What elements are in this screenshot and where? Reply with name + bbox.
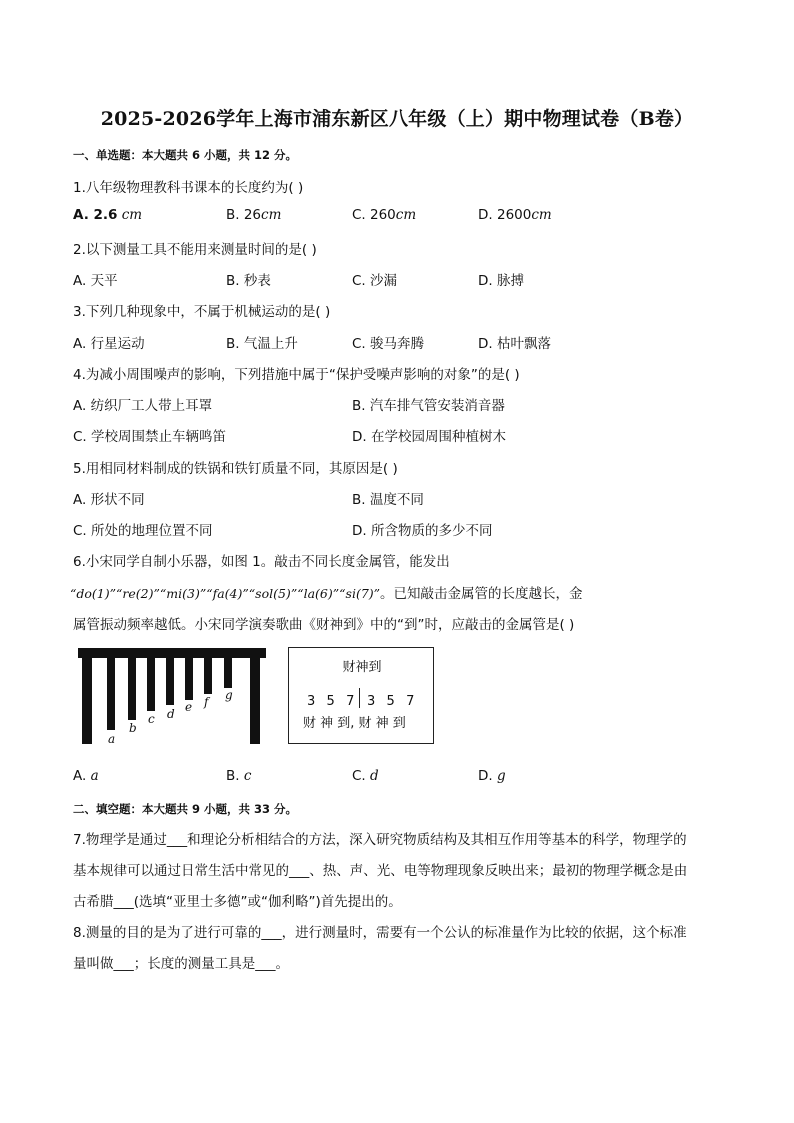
option-text: D. 2600	[478, 207, 532, 223]
question-6-stem-line3: 属管振动频率越低。小宋同学演奏歌曲《财神到》中的“到”时，应敲击的金属管是( )	[73, 617, 575, 633]
option-text: A.	[73, 768, 91, 784]
option-text: B. 26	[226, 207, 262, 223]
question-4-stem: 4.为减小周围噪声的影响，下列措施中属于“保护受噪声影响的对象”的是( )	[73, 367, 520, 383]
question-1-option-b	[226, 207, 281, 223]
instrument-top-bar	[78, 648, 266, 658]
option-text: A. 2.6	[73, 207, 118, 223]
question-3-option-b: B. 气温上升	[226, 336, 298, 352]
question-6-option-d	[478, 768, 506, 784]
pipe-label: c	[148, 712, 155, 726]
option-unit: cm	[395, 207, 417, 223]
pipe-label: f	[204, 695, 209, 709]
option-text: C.	[352, 768, 371, 784]
pipe-label: e	[185, 700, 193, 714]
question-6-option-b	[226, 768, 251, 784]
pipe-a	[107, 658, 115, 730]
question-4-option-c: C. 学校周围禁止车辆鸣笛	[73, 429, 227, 445]
question-1-option-c	[352, 207, 416, 223]
pipe-label: g	[225, 688, 233, 702]
question-2-option-a: A. 天平	[73, 273, 118, 289]
question-2-option-d: D. 脉搏	[478, 273, 524, 289]
question-6-option-c	[352, 768, 379, 784]
option-variable: c	[243, 768, 252, 784]
score-notes-right: 3 5 7	[367, 694, 416, 709]
pipe-d	[166, 658, 174, 705]
question-3-option-d: D. 枯叶飘落	[478, 336, 551, 352]
section-heading-single-choice: 一、单选题：本大题共 6 小题，共 12 分。	[73, 148, 298, 162]
instrument-right-leg	[250, 658, 260, 744]
question-7	[73, 825, 723, 918]
option-unit: cm	[261, 207, 282, 223]
option-variable: g	[496, 768, 506, 784]
question-8-line2: 量叫做___；长度的测量工具是___。	[73, 956, 289, 972]
song-score-box	[288, 647, 434, 744]
question-7-line1: 7.物理学是通过___和理论分析相结合的方法，深入研究物质结构及其相互作用等基本的科学，物理学的	[73, 832, 687, 848]
option-text: B.	[226, 768, 244, 784]
question-1-option-d	[478, 207, 552, 223]
question-4-option-d: D. 在学校园周围种植树木	[352, 429, 506, 445]
pipe-label: b	[129, 721, 137, 735]
question-4-option-a: A. 纺织厂工人带上耳罩	[73, 398, 213, 414]
score-title: 财神到	[342, 660, 382, 675]
question-3-option-c: C. 骏马奔腾	[352, 336, 425, 352]
question-4-option-b: B. 汽车排气管安装消音器	[352, 398, 505, 414]
question-5-option-a: A. 形状不同	[73, 492, 145, 508]
question-7-line2: 基本规律可以通过日常生活中常见的___、热、声、光、电等物理现象反映出来；最初的物理学概念是由	[73, 863, 688, 879]
question-6-stem-line1: 6.小宋同学自制小乐器，如图 1。敲击不同长度金属管，能发出	[73, 554, 450, 570]
page-title: 2025-2026学年上海市浦东新区八年级（上）期中物理试卷（B卷）	[100, 108, 694, 130]
option-text: C. 260	[352, 207, 396, 223]
pipe-label: a	[108, 732, 116, 746]
question-2-option-b: B. 秒表	[226, 273, 271, 289]
pipe-instrument-figure	[78, 646, 268, 748]
question-1-stem: 1.八年级物理教科书课本的长度约为( )	[73, 180, 304, 196]
pipe-c	[147, 658, 155, 711]
question-6-stem-line2	[70, 582, 583, 602]
option-text: D.	[478, 768, 497, 784]
pipe-b	[128, 658, 136, 720]
pipe-f	[204, 658, 212, 694]
score-barline	[359, 688, 360, 708]
question-5-option-b: B. 温度不同	[352, 492, 424, 508]
question-8-line1: 8.测量的目的是为了进行可靠的___，进行测量时，需要有一个公认的标准量作为比较的依据，这个标准	[73, 925, 687, 941]
section-heading-fill-in: 二、填空题：本大题共 9 小题，共 33 分。	[73, 802, 298, 816]
pipe-g	[224, 658, 232, 688]
question-5-option-d: D. 所含物质的多少不同	[352, 523, 493, 539]
question-6-option-a	[73, 768, 99, 784]
question-2-stem: 2.以下测量工具不能用来测量时间的是( )	[73, 242, 317, 258]
score-notes-left: 3 5 7	[307, 694, 356, 709]
question-5-stem: 5.用相同材料制成的铁锅和铁钉质量不同，其原因是( )	[73, 461, 398, 477]
question-2-option-c: C. 沙漏	[352, 273, 398, 289]
question-7-line3: 古希腊___(选填“亚里士多德”或“伽利略”)首先提出的。	[73, 894, 402, 910]
question-8	[73, 918, 723, 980]
solfege-notes: “do(1)”“re(2)”“mi(3)”“fa(4)”“sol(5)”“la(6)”“si(7)”	[70, 586, 381, 601]
option-variable: d	[370, 768, 379, 784]
question-1-option-a	[73, 207, 142, 223]
question-6-stem-line2-tail: 。已知敲击金属管的长度越长，金	[380, 586, 583, 602]
option-unit: cm	[121, 207, 143, 223]
option-unit: cm	[531, 207, 552, 223]
question-3-stem: 3.下列几种现象中，不属于机械运动的是( )	[73, 304, 331, 320]
pipe-e	[185, 658, 193, 700]
pipe-label: d	[167, 707, 175, 721]
instrument-left-leg	[82, 658, 92, 744]
option-variable: a	[90, 768, 99, 784]
question-3-option-a: A. 行星运动	[73, 336, 145, 352]
question-5-option-c: C. 所处的地理位置不同	[73, 523, 213, 539]
score-lyrics: 财 神 到, 财 神 到	[303, 716, 406, 731]
